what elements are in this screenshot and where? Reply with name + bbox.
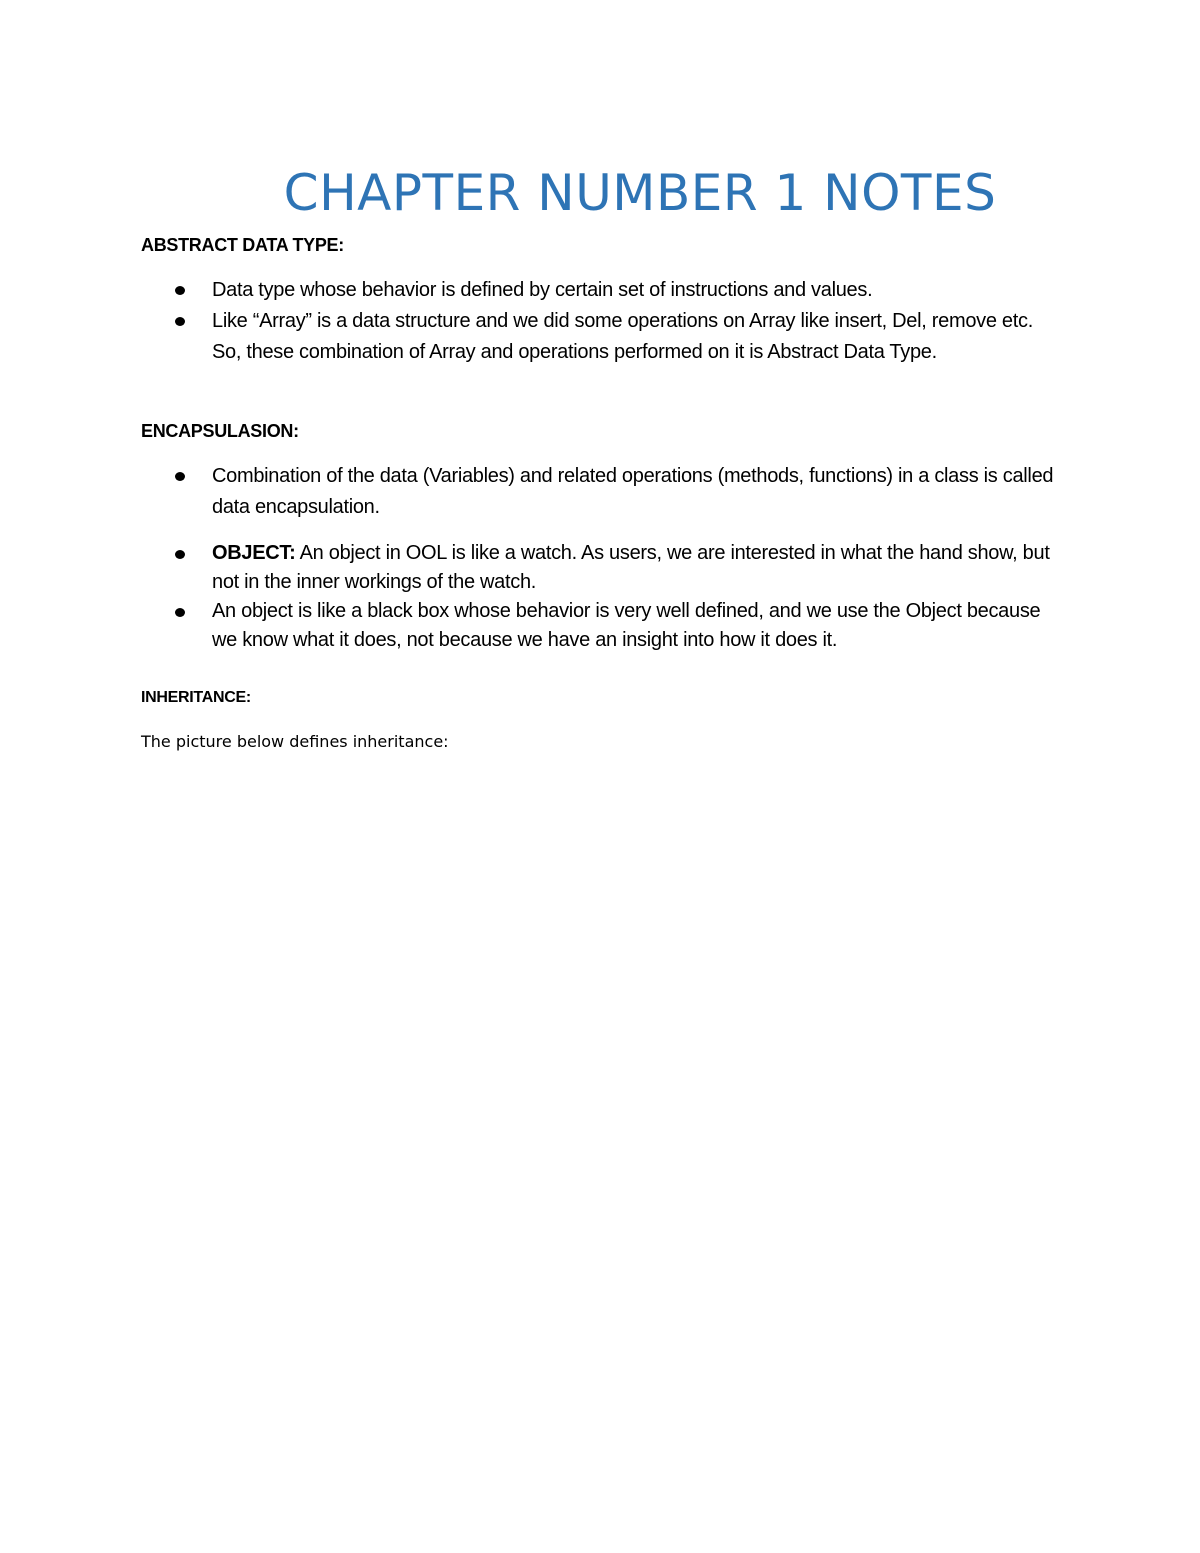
list-item [141,597,1061,655]
bullet-dot-icon [175,286,185,295]
encapsulation-bullet-list [141,461,1061,523]
adt-bullet-list [141,275,1061,368]
heading-encapsulation: ENCAPSULASION: [141,421,299,441]
inheritance-intro-text: The picture below defines inheritance: [141,732,449,751]
object-lead-label: OBJECT: [212,542,296,564]
list-item-text: Like “Array” is a data structure and we did some operations on Array like insert, Del, remove etc. So, these combination of Array and operations performed on it is Abstract Data Type. [212,310,1033,363]
page-title: CHAPTER NUMBER 1 NOTES [283,164,997,222]
heading-abstract-data-type: ABSTRACT DATA TYPE: [141,235,344,255]
list-item-text: Combination of the data (Variables) and related operations (methods, functions) in a class is called data encapsulation. [212,465,1054,518]
list-item [141,275,1061,306]
list-item [141,306,1061,368]
object-bullet-list [141,539,1061,655]
list-item-text: Data type whose behavior is defined by certain set of instructions and values. [212,279,873,301]
bullet-dot-icon [175,472,185,481]
bullet-dot-icon [175,317,185,326]
list-item-text: An object is like a black box whose behavior is very well defined, and we use the Object because we know what it does, not because we have an insight into how it does it. [212,600,1041,651]
list-item-text: An object in OOL is like a watch. As users, we are interested in what the hand show, but not in the inner workings of the watch. [212,542,1050,593]
list-item [141,539,1061,597]
bullet-dot-icon [175,550,185,559]
list-item [141,461,1061,523]
bullet-dot-icon [175,608,185,617]
heading-inheritance: INHERITANCE: [141,689,251,706]
